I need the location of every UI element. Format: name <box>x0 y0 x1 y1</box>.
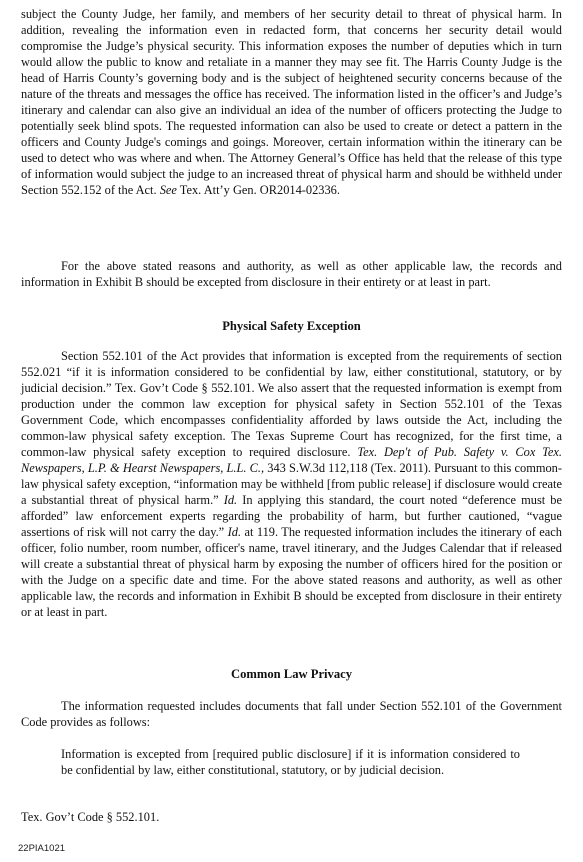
citation-signal: Id. <box>223 493 238 507</box>
paragraph-text: subject the County Judge, her family, and members of her security detail to threat of physical harm. In addition, revealing the information even in redacted form, that concerns her security detail would compromise the Judge’s physical security. This information exposes the number of deputies which in turn would allow the public to know and retaliate in a manner they may see fit. The Harris County Judge is the head of Harris County’s governing body and is the subject of heightened security concerns because of the nature of the threats and messages the office has received. The information listed in the officer’s and Judge’s itinerary and calendar can also give an individual an idea of the number of officers protecting the Judge to potentially seek blind spots. The requested information can also be used to create or detect a pattern in the officers and County Judge's comings and goings. Moreover, certain information within the itinerary can be used to detect who was where and when. The Attorney General’s Office has held that the release of this type of information would subject the judge to an increased threat of physical harm and should be withheld under Section 552.152 of the Act. <box>21 7 562 197</box>
citation-text: Tex. Att’y Gen. OR2014-02336. <box>179 183 340 197</box>
heading-physical-safety: Physical Safety Exception <box>222 319 361 333</box>
heading-common-law-privacy: Common Law Privacy <box>230 667 353 681</box>
paragraph-text: In applying this standard, the court noted “deference must be afforded” law enforcement experts regarding the probability of harm, but further cautioned, “vague assertions of risk will not carry the day.” <box>21 493 562 539</box>
paragraph-text: Section 552.101 of the Act provides that information is excepted from the requirements of section 552.021 “if it is information considered to be confidential by law, either constitutional, statutory, or by judicial decision.” Tex. Gov’t Code § 552.101. We also assert that the requested information is exempt from production under the common law exception for physical safety in Section 552.101 of the Texas Government Code, which encompasses confidentiality afforded by laws outside the Act, including the common-law physical safety exception. The Texas Supreme Court has recognized, for the first time, a common-law physical safety exception to required disclosure. <box>21 349 562 459</box>
footer-document-code: 22PIA1021 <box>18 843 66 854</box>
paragraph-security-detail <box>21 6 562 198</box>
case-citation: Tex. Dep't of Pub. Safety v. Cox Tex. Newspapers, L.P. & Hearst Newspapers, L.L. C., <box>21 445 562 475</box>
statute-citation: Tex. Gov’t Code § 552.101. <box>21 810 160 824</box>
block-quote: Information is excepted from [required public disclosure] if it is information considered to be confidential by law, either constitutional, statutory, or by judicial decision. <box>61 747 520 777</box>
citation-signal: See <box>159 183 177 197</box>
paragraph-exhibit-b: For the above stated reasons and authority, as well as other applicable law, the records and information in Exhibit B should be excepted from disclosure in their entirety or at least in part. <box>21 259 562 289</box>
paragraph-common-law-privacy: The information requested includes documents that fall under Section 552.101 of the Government Code provides as follows: <box>21 699 562 729</box>
citation-signal: Id. <box>227 525 242 539</box>
paragraph-physical-safety: Section 552.101 of the Act provides that information is excepted from the requirements of section 552.021 “if it is information considered to be confidential by law, either constitutional, statutory, or by judicial decision.” Tex. Gov’t Code § 552.101. We also assert that the requested information is exempt from production under the common law exception for physical safety in Section 552.101 of the Texas Government Code, which encompasses confidentiality afforded by laws outside the Act, including the common-law physical safety exception. The Texas Supreme Court has recognized, for the first time, a common-law physical safety exception to required disclosure. Tex. Dep't of Pub. Safety v. Cox Tex. Newspapers, L.P. & Hearst Newspapers, L.L. C., 343 S.W.3d 112,118 (Tex. 2011). Pursuant to this common-law physical safety exception, “information may be withheld [from public release] if disclosure would create a substantial threat of physical harm.” Id. In applying this standard, the court noted “deference must be afforded” law enforcement experts regarding the probability of harm, but further cautioned, “vague assertions of risk will not carry the day.” Id. at 119. The requested information includes the itinerary of each officer, folio number, room number, officer's name, travel itinerary, and the Judges Calendar that if released will create a substantial threat of physical harm by exposing the number of officers hired for the position or with the Judge on a specific date and time. For the above stated reasons and authority, as well as other applicable law, the records and information in Exhibit B should be excepted from disclosure in their entirety or at least in part. <box>21 349 562 619</box>
paragraph-text: 343 S.W.3d 112,118 (Tex. 2011). Pursuant to this common-law physical safety exception, “information may be withheld [from public release] if disclosure would create a substantial threat of physical harm. <box>21 461 562 507</box>
paragraph-text: at 119. The requested information includes the itinerary of each officer, folio number, room number, officer's name, travel itinerary, and the Judges Calendar that if released will create a substantial threat of physical harm by exposing the number of officers hired for the position or with the Judge on a specific date and time. For the above stated reasons and authority, as well as other applicable law, the records and information in Exhibit B should be excepted from disclosure in their entirety or at least in part. <box>21 525 562 619</box>
